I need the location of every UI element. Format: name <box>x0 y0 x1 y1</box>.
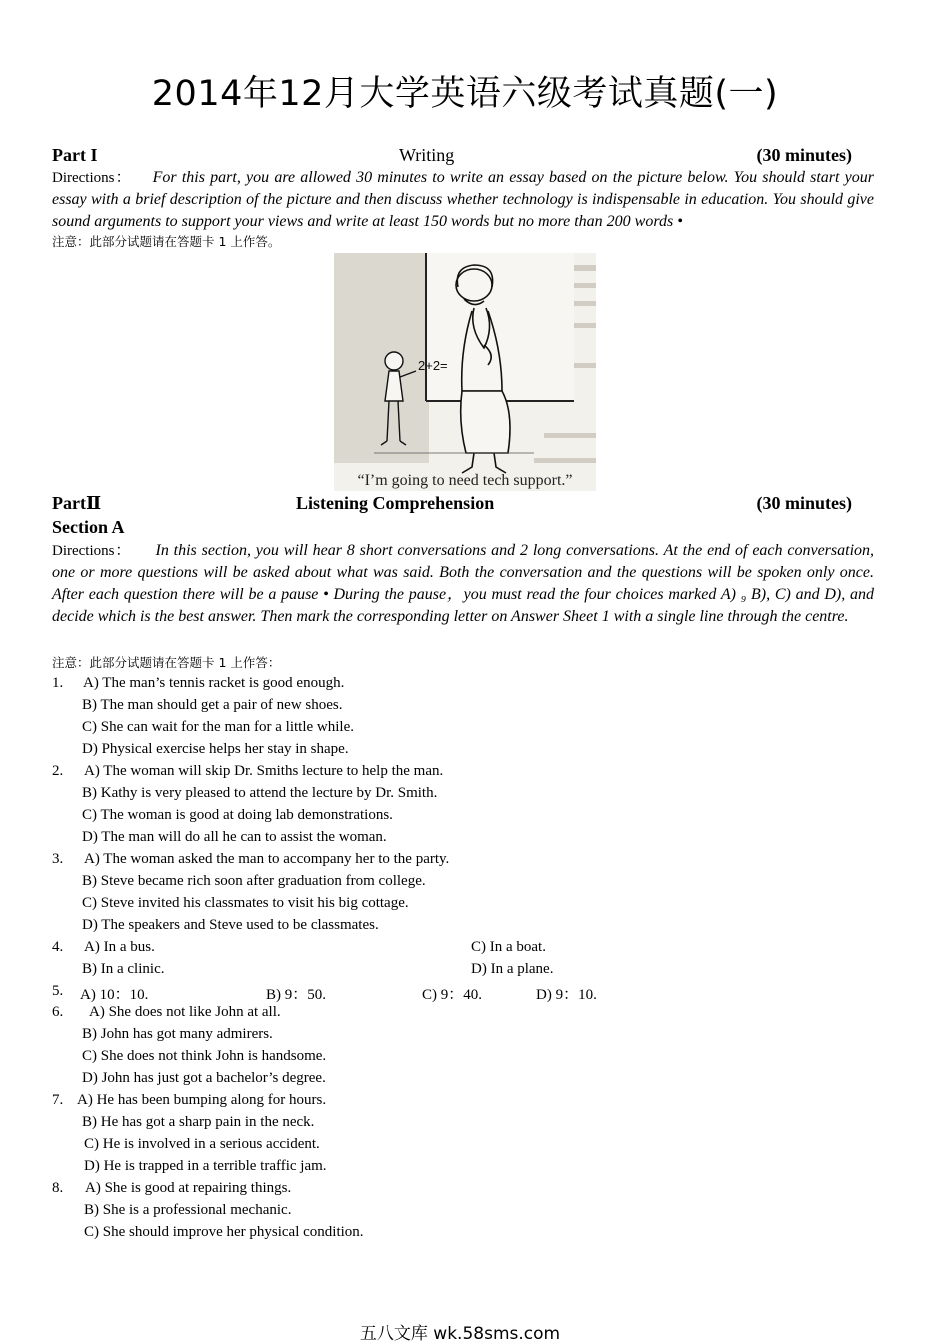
question-option: A) The man’s tennis racket is good enough. <box>83 675 345 691</box>
part2-time: (30 minutes) <box>756 493 852 513</box>
board-text: 2+2= <box>418 358 448 373</box>
question-option: C) He is involved in a serious accident. <box>84 1136 320 1152</box>
question-option: A) 10：10. <box>80 987 149 1003</box>
part1-header <box>52 145 852 167</box>
part1-directions-text: For this part, you are allowed 30 minutes to write an essay based on the picture below. You should start your essay with a brief description of the picture and then discuss whether technology is indispensable in education. You should give sound arguments to support your views and write at least 150 words but no more than 200 words • <box>52 169 874 230</box>
part1-directions <box>52 167 874 233</box>
question-option: C) The woman is good at doing lab demonstrations. <box>82 807 393 823</box>
question-option: A) The woman will skip Dr. Smiths lecture to help the man. <box>84 763 444 779</box>
question-option: D) The speakers and Steve used to be classmates. <box>82 917 379 933</box>
question-option: C) She can wait for the man for a little while. <box>82 719 354 735</box>
section-a-heading: Section A <box>52 517 125 537</box>
cartoon-caption: “I’m going to need tech support.” <box>357 472 573 489</box>
part1-directions-label: Directions： <box>52 170 132 186</box>
question-option: B) The man should get a pair of new shoes. <box>82 697 343 713</box>
part2-note: 注意：此部分试题请在答题卡 1 上作答： <box>52 655 281 670</box>
part2-header <box>52 493 852 515</box>
part2-directions-text: In this section, you will hear 8 short conversations and 2 long conversations. At the end of each conversation, one or more questions will be asked about what was said. Both the conversation and the questions will be spoken only once. After each question there will be a pause • During the pause，you must read the four choices marked A) ₉ B), C) and D), and decide which is the best answer. Then mark the corresponding letter on Answer Sheet 1 with a single line through the centre. <box>52 542 875 625</box>
question-option: A) In a bus. <box>84 939 155 955</box>
cartoon-image <box>334 253 596 491</box>
footer-watermark: 五八文库 wk.58sms.com <box>359 1324 561 1344</box>
cartoon-drawing <box>334 253 596 491</box>
part1-time: (30 minutes) <box>756 145 852 165</box>
question-option: B) Steve became rich soon after graduation from college. <box>82 873 426 889</box>
question-option: D) John has just got a bachelor’s degree. <box>82 1070 326 1086</box>
part2-directions <box>52 540 874 628</box>
question-option: B) In a clinic. <box>82 961 165 977</box>
question-option: B) He has got a sharp pain in the neck. <box>82 1114 315 1130</box>
part1-name: Writing <box>399 145 455 165</box>
part2-name: Listening Comprehension <box>296 493 495 513</box>
question-number: 7. <box>52 1092 64 1108</box>
question-option: A) The woman asked the man to accompany her to the party. <box>84 851 450 867</box>
question-option: C) She does not think John is handsome. <box>82 1048 327 1064</box>
question-option: B) Kathy is very pleased to attend the lecture by Dr. Smith. <box>82 785 438 801</box>
question-option: D) The man will do all he can to assist the woman. <box>82 829 387 845</box>
question-option: D) In a plane. <box>471 961 554 977</box>
question-number: 1. <box>52 675 64 691</box>
question-option: C) Steve invited his classmates to visit his big cottage. <box>82 895 409 911</box>
part2-directions-label: Directions： <box>52 543 132 559</box>
question-option: B) 9：50. <box>266 987 327 1003</box>
part2-label: PartⅡ <box>52 493 102 513</box>
question-option: A) She is good at repairing things. <box>85 1180 292 1196</box>
page-title: 2014年12月大学英语六级考试真题(一) <box>151 74 779 114</box>
question-number: 2. <box>52 763 64 779</box>
question-number: 5. <box>52 983 64 999</box>
question-option: C) She should improve her physical condition. <box>84 1224 364 1240</box>
question-option: B) John has got many admirers. <box>82 1026 273 1042</box>
question-number: 6. <box>52 1004 64 1020</box>
question-option: C) In a boat. <box>471 939 546 955</box>
question-option: B) She is a professional mechanic. <box>84 1202 292 1218</box>
question-number: 4. <box>52 939 64 955</box>
question-option: A) He has been bumping along for hours. <box>77 1092 327 1108</box>
question-option: A) She does not like John at all. <box>89 1004 281 1020</box>
question-option: C) 9：40. <box>422 987 483 1003</box>
question-number: 8. <box>52 1180 64 1196</box>
part1-label: Part I <box>52 145 98 165</box>
question-number: 3. <box>52 851 64 867</box>
question-option: D) He is trapped in a terrible traffic jam. <box>84 1158 327 1174</box>
question-option: D) Physical exercise helps her stay in shape. <box>82 741 349 757</box>
question-option: D) 9：10. <box>536 987 597 1003</box>
part1-note: 注意：此部分试题请在答题卡 1 上作答。 <box>52 234 281 249</box>
